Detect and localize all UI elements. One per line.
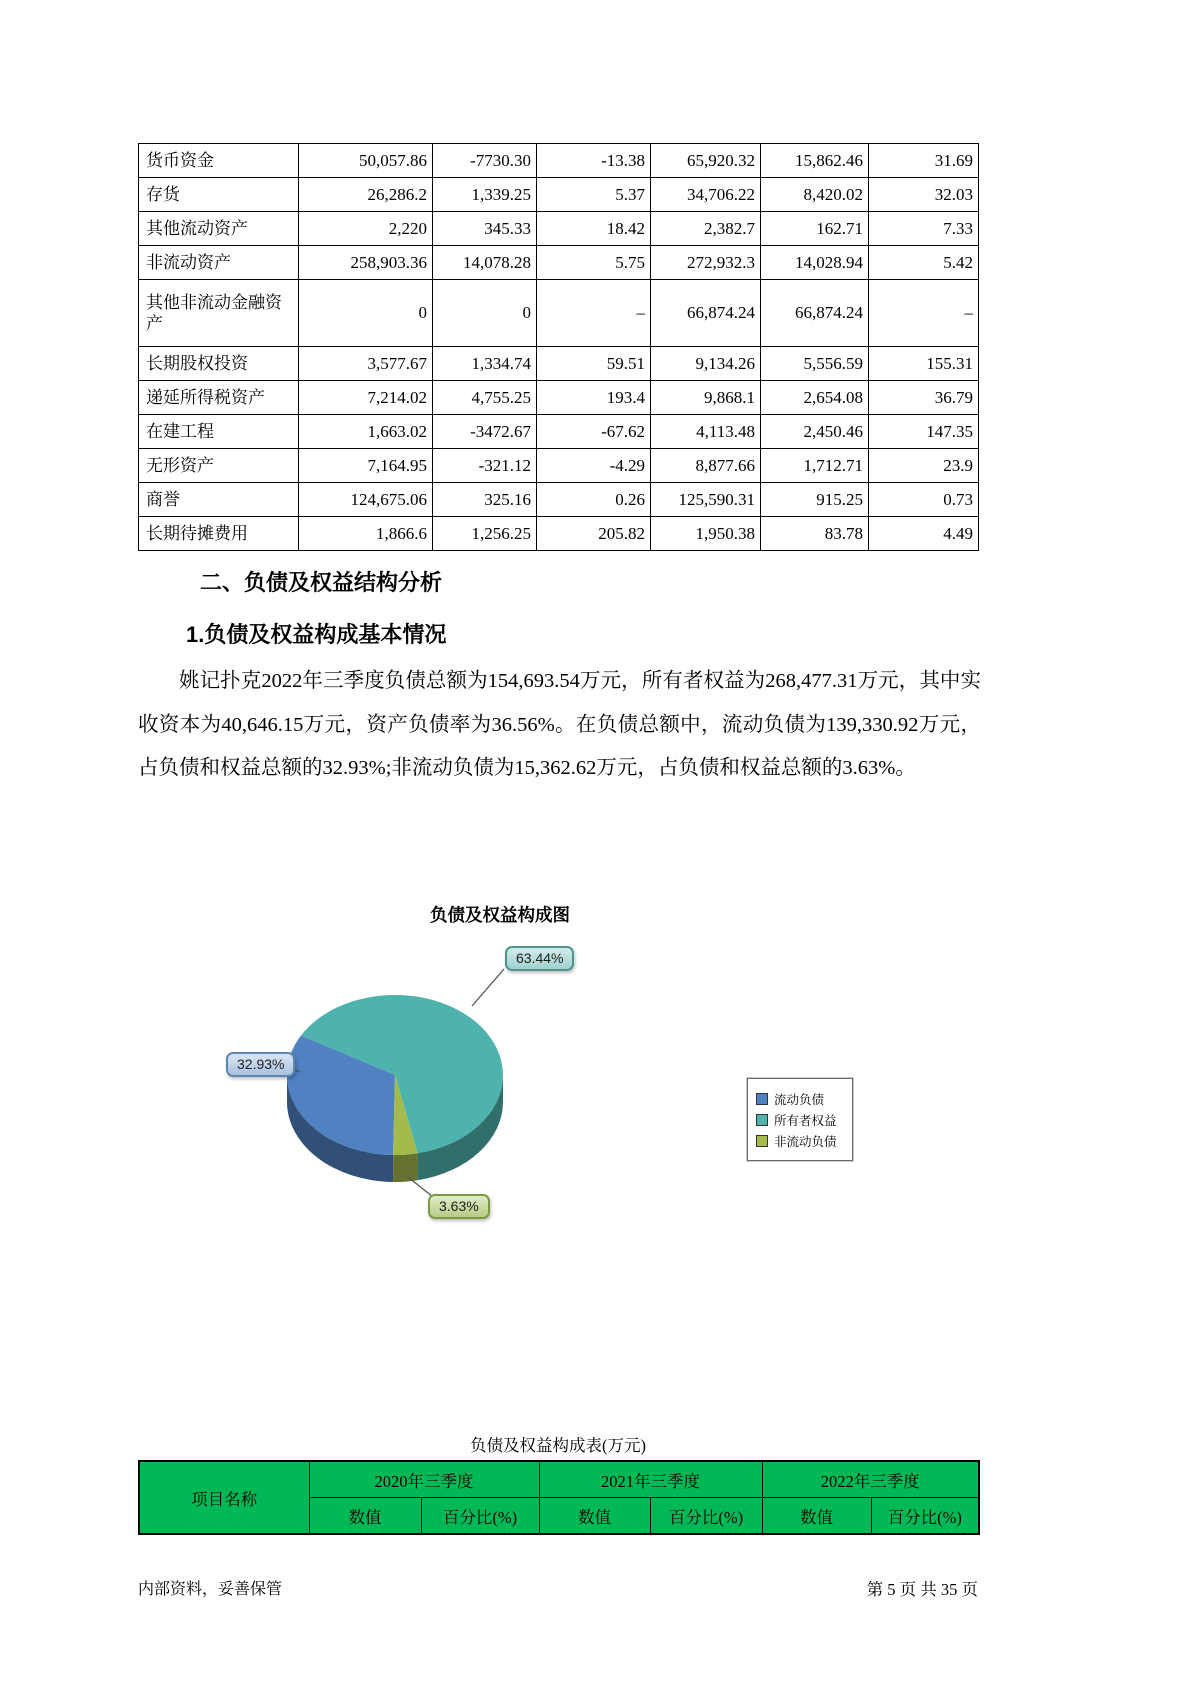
cell-value: 36.79 [869,381,979,415]
liability-equity-table [138,1460,980,1535]
table-row [139,280,979,347]
row-label: 商誉 [139,483,299,517]
cell-value: 9,868.1 [651,381,761,415]
cell-value: 50,057.86 [299,144,433,178]
cell-value: 155.31 [869,347,979,381]
leader-line [472,969,504,1006]
pie-slice [393,1153,418,1182]
cell-value: 7,164.95 [299,449,433,483]
cell-value: – [869,280,979,347]
table-row [139,381,979,415]
cell-value: 0.26 [537,483,651,517]
cell-value: 5.42 [869,246,979,280]
cell-value: -321.12 [433,449,537,483]
cell-value: 4.49 [869,517,979,551]
cell-value: 18.42 [537,212,651,246]
cell-value: 2,450.46 [761,415,869,449]
table-row [139,415,979,449]
pie-chart-block [120,896,1000,1251]
cell-value: 7,214.02 [299,381,433,415]
cell-value: 15,862.46 [761,144,869,178]
cell-value: 205.82 [537,517,651,551]
cell-value: 1,663.02 [299,415,433,449]
footer-page-number: 第 5 页 共 35 页 [866,1580,978,1599]
cell-value: 1,334.74 [433,347,537,381]
pie-label-current-liabilities: 32.93% [226,1052,295,1077]
cell-value: 1,866.6 [299,517,433,551]
cell-value: 65,920.32 [651,144,761,178]
legend-item [756,1088,844,1109]
cell-value: 26,286.2 [299,178,433,212]
footer-confidential-note: 内部资料，妥善保管 [138,1581,283,1598]
legend-label: 流动负债 [774,1092,825,1107]
cell-value: 915.25 [761,483,869,517]
cell-value: 66,874.24 [651,280,761,347]
cell-value: 5.37 [537,178,651,212]
table-row [139,517,979,551]
column-header-percent: 百分比(%) [871,1498,979,1535]
column-header-2021: 2021年三季度 [539,1461,762,1498]
cell-value: 2,382.7 [651,212,761,246]
table-row [139,347,979,381]
table-row [139,483,979,517]
cell-value: 14,078.28 [433,246,537,280]
row-label: 长期股权投资 [139,347,299,381]
column-header-percent: 百分比(%) [650,1498,762,1535]
column-header-value: 数值 [539,1498,650,1535]
cell-value: 9,134.26 [651,347,761,381]
cell-value: 4,755.25 [433,381,537,415]
table-row [139,212,979,246]
cell-value: 2,220 [299,212,433,246]
analysis-paragraph: 姚记扑克2022年三季度负债总额为154,693.54万元，所有者权益为268,477.31万元，其中实收资本为40,646.15万元，资产负债率为36.56%。在负债总额中，流动负债为139,330.92万元，占负债和权益总额的32.93%;非流动负债为15,362.62万元，占负债和权益总额的3.63%。 [138,670,981,780]
cell-value: 32.03 [869,178,979,212]
cell-value: 8,420.02 [761,178,869,212]
cell-value: 4,113.48 [651,415,761,449]
cell-value: 258,903.36 [299,246,433,280]
column-header-2020: 2020年三季度 [309,1461,539,1498]
cell-value: -13.38 [537,144,651,178]
subsection-heading: 1.负债及权益构成基本情况 [186,622,447,647]
cell-value: 162.71 [761,212,869,246]
cell-value: 8,877.66 [651,449,761,483]
cell-value: 1,339.25 [433,178,537,212]
row-label: 递延所得税资产 [139,381,299,415]
pie-label-owners-equity: 63.44% [505,946,574,971]
legend-item [756,1130,844,1151]
cell-value: 1,950.38 [651,517,761,551]
cell-value: 7.33 [869,212,979,246]
cell-value: 147.35 [869,415,979,449]
table-row [139,178,979,212]
cell-value: 124,675.06 [299,483,433,517]
cell-value: 59.51 [537,347,651,381]
cell-value: 14,028.94 [761,246,869,280]
cell-value: 34,706.22 [651,178,761,212]
table-row [139,246,979,280]
cell-value: 272,932.3 [651,246,761,280]
cell-value: 325.16 [433,483,537,517]
cell-value: 3,577.67 [299,347,433,381]
cell-value: 1,712.71 [761,449,869,483]
legend-swatch-current-liabilities [756,1093,768,1105]
row-label: 在建工程 [139,415,299,449]
cell-value: 23.9 [869,449,979,483]
row-label: 存货 [139,178,299,212]
row-label: 其他流动资产 [139,212,299,246]
row-label: 其他非流动金融资产 [139,280,299,347]
legend-label: 所有者权益 [774,1113,837,1128]
composition-table-caption: 负债及权益构成表(万元) [470,1436,646,1455]
pie-label-noncurrent-liabilities: 3.63% [428,1194,490,1219]
section-heading: 二、负债及权益结构分析 [200,570,443,595]
cell-value: 1,256.25 [433,517,537,551]
legend-swatch-owners-equity [756,1114,768,1126]
cell-value: 125,590.31 [651,483,761,517]
cell-value: 0.73 [869,483,979,517]
table-row [139,144,979,178]
row-label: 无形资产 [139,449,299,483]
row-label: 非流动资产 [139,246,299,280]
cell-value: -67.62 [537,415,651,449]
legend-swatch-noncurrent-liabilities [756,1135,768,1147]
cell-value: -3472.67 [433,415,537,449]
table-row [139,449,979,483]
cell-value: 2,654.08 [761,381,869,415]
column-header-item: 项目名称 [139,1461,309,1534]
cell-value: -4.29 [537,449,651,483]
column-header-2022: 2022年三季度 [762,1461,979,1498]
cell-value: – [537,280,651,347]
column-header-value: 数值 [309,1498,421,1535]
column-header-value: 数值 [762,1498,871,1535]
cell-value: 345.33 [433,212,537,246]
chart-title: 负债及权益构成图 [430,905,570,925]
legend-label: 非流动负债 [774,1134,837,1149]
cell-value: 0 [299,280,433,347]
leader-line [408,1177,433,1197]
cell-value: 66,874.24 [761,280,869,347]
cell-value: 0 [433,280,537,347]
cell-value: -7730.30 [433,144,537,178]
asset-detail-table [138,143,979,551]
cell-value: 31.69 [869,144,979,178]
row-label: 长期待摊费用 [139,517,299,551]
legend-item [756,1109,844,1130]
chart-legend [747,1078,853,1161]
cell-value: 83.78 [761,517,869,551]
cell-value: 5,556.59 [761,347,869,381]
cell-value: 193.4 [537,381,651,415]
cell-value: 5.75 [537,246,651,280]
row-label: 货币资金 [139,144,299,178]
column-header-percent: 百分比(%) [421,1498,539,1535]
